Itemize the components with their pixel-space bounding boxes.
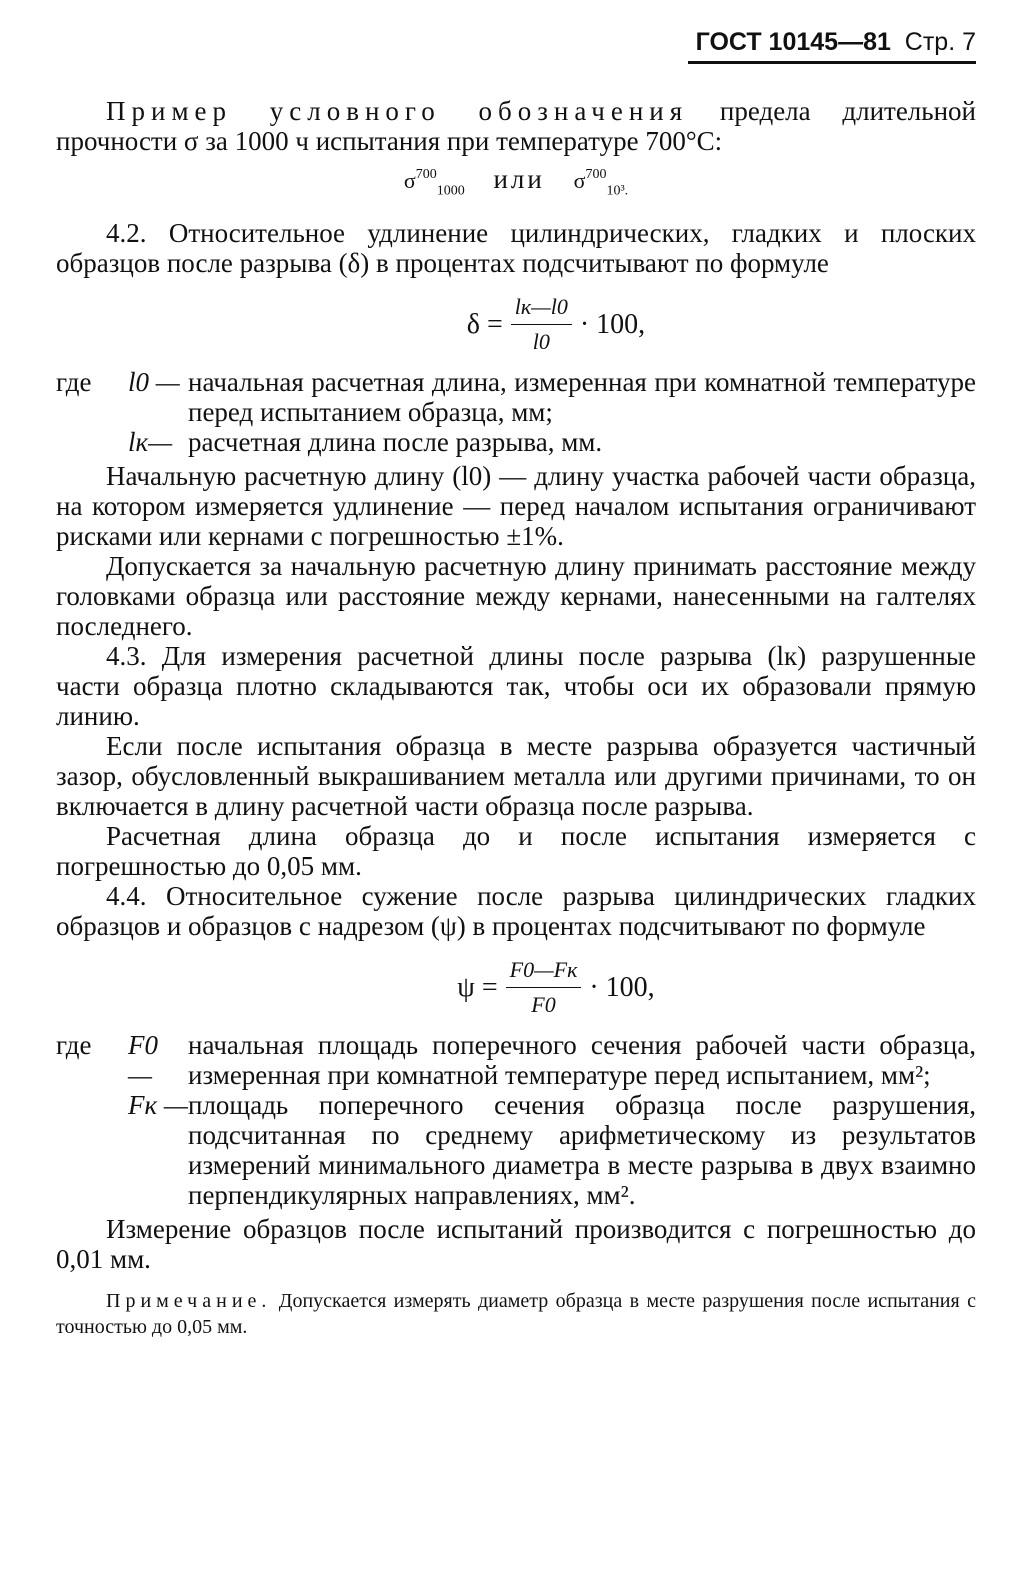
formula-denominator: F0: [531, 992, 556, 1018]
where-label: где: [56, 1030, 92, 1061]
paragraph: Измерение образцов после испытаний производится с погрешностью до 0,01 мм.: [56, 1214, 976, 1275]
page-header: [688, 28, 976, 64]
designation-example-text: предела длительной прочности σ за 1000 ч испытания при температуре 700°С:: [56, 96, 976, 156]
designation-example-lead: Пример условного обозначения: [106, 96, 689, 126]
definition-symbol: lк—: [128, 427, 173, 458]
definition-row: [56, 367, 976, 427]
designation-form-1: $\sigma^{700}_{1000}$: [403, 167, 465, 199]
formula-denominator: l0: [532, 329, 550, 355]
definition-symbol: Fк —: [128, 1090, 188, 1121]
definition-text: начальная площадь поперечного сечения рабочей части образца, измеренная при комнатной температуре перед испытанием, мм²;: [188, 1030, 976, 1091]
note: [56, 1288, 976, 1340]
where-label: где: [56, 367, 92, 398]
note-text: Допускается измерять диаметр образца в месте разрушения после испытания с точностью до 0,05 мм.: [56, 1290, 976, 1339]
section-4-4-intro: 4.4. Относительное сужение после разрыва цилиндрических гладких образцов и образцов с надрезом (ψ) в процентах подсчитывают по формуле: [56, 881, 976, 942]
designation-joiner: или: [493, 164, 545, 194]
standard-number: ГОСТ 10145—81: [695, 28, 891, 56]
definition-symbol: l0 —: [128, 367, 180, 398]
designation-forms: [56, 160, 976, 206]
designation-form-2: $\sigma^{700}_{10^3.}$: [573, 167, 629, 199]
definition-text: начальная расчетная длина, измеренная при комнатной температуре перед испытанием образца, мм;: [188, 367, 976, 428]
definition-text: расчетная длина после разрыва, мм.: [188, 427, 603, 458]
formula-fraction: [511, 292, 572, 357]
definition-row: [56, 1090, 976, 1210]
definition-row: [56, 427, 976, 457]
definition-row: [56, 1030, 976, 1090]
elongation-formula: [136, 292, 976, 357]
elongation-definitions: [56, 367, 976, 457]
contraction-definitions: [56, 1030, 976, 1210]
definition-text: площадь поперечного сечения образца после разрушения, подсчитанная по среднему арифметическому из результатов измерений минимального диаметра в месте разрыва в двух взаимно перпендикулярных направлениях, мм².: [188, 1090, 976, 1211]
formula-rhs: · 100,: [589, 971, 655, 1003]
page-number: Стр. 7: [904, 28, 976, 56]
paragraph: Если после испытания образца в месте разрыва образуется частичный зазор, обусловленный выкрашиванием металла или другими причинами, то он включается в длину расчетной части образца после разрыва.: [56, 731, 976, 822]
contraction-formula: [136, 955, 976, 1020]
formula-rhs: · 100,: [579, 308, 646, 340]
paragraph: Расчетная длина образца до и после испытания измеряется с погрешностью до 0,05 мм.: [56, 821, 976, 882]
section-4-2-intro: 4.2. Относительное удлинение цилиндрических, гладких и плоских образцов после разрыва (δ) в процентах подсчитывают по формуле: [56, 218, 976, 279]
main-content: [56, 96, 976, 1340]
formula-lhs: ψ =: [457, 971, 498, 1003]
note-label: Примечание.: [106, 1290, 272, 1313]
section-4-3: 4.3. Для измерения расчетной длины после разрыва (lк) разрушенные части образца плотно складываются так, чтобы оси их образовали прямую линию.: [56, 641, 976, 732]
formula-numerator: lк—l0: [511, 292, 572, 325]
formula-fraction: [506, 955, 582, 1020]
formula-numerator: F0—Fк: [506, 955, 582, 988]
formula-lhs: δ =: [466, 308, 503, 340]
designation-example: [56, 96, 976, 156]
definition-symbol: F0 —: [128, 1030, 158, 1091]
paragraph: Допускается за начальную расчетную длину принимать расстояние между головками образца или расстояние между кернами, нанесенными на галтелях последнего.: [56, 551, 976, 642]
paragraph: Начальную расчетную длину (l0) — длину участка рабочей части образца, на котором измеряется удлинение — перед началом испытания ограничивают рисками или кернами с погрешностью ±1%.: [56, 461, 976, 552]
